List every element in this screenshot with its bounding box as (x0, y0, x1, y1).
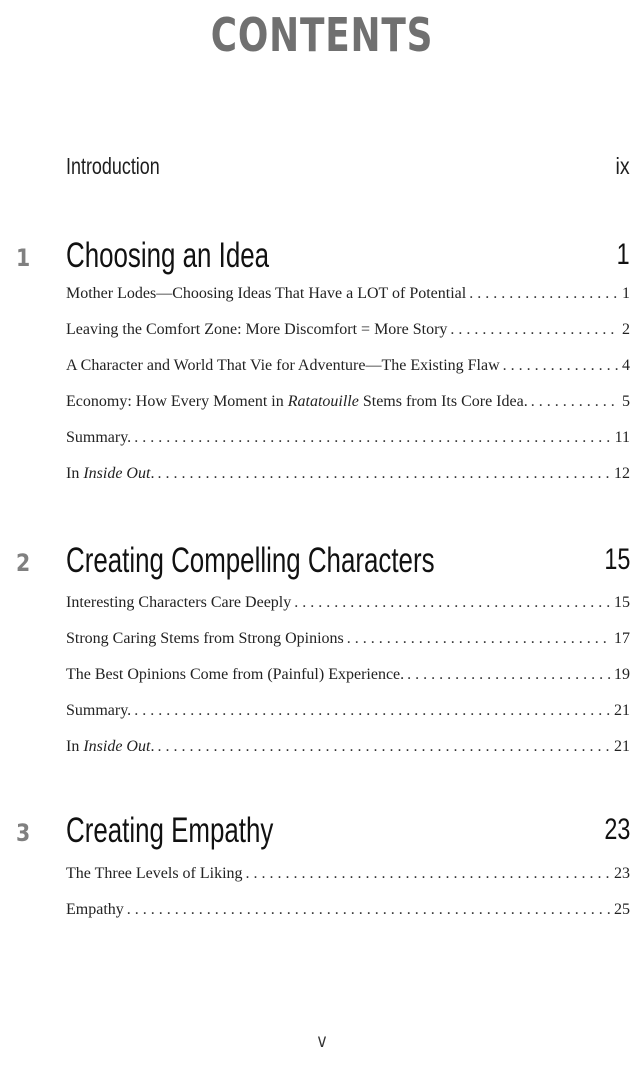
dot-leader (127, 901, 611, 919)
chapter-page-number: 15 (603, 543, 630, 576)
chapter-title: Choosing an Idea (66, 236, 270, 275)
page-number-folio: v (317, 1030, 327, 1052)
entry-page-number: 25 (614, 901, 630, 918)
toc-entry (66, 666, 630, 702)
entry-page-number: 15 (614, 594, 630, 611)
dot-leader (503, 357, 619, 375)
chapter-number: 3 (16, 819, 31, 847)
entry-page-number: 5 (622, 393, 630, 410)
chapter-title: Creating Compelling Characters (66, 541, 435, 580)
entry-title: Summary. (66, 702, 132, 719)
chapter-page-number: 1 (616, 238, 630, 271)
chapter-number: 1 (16, 244, 31, 272)
toc-entry (66, 901, 630, 937)
dot-leader (450, 321, 619, 339)
chapter-page-number: 23 (603, 813, 630, 846)
entry-title: The Three Levels of Liking (66, 865, 243, 882)
entry-title: Mother Lodes—Choosing Ideas That Have a LOT of Potential (66, 285, 467, 302)
entry-page-number: 1 (622, 285, 630, 302)
chapter-number: 2 (16, 549, 31, 577)
entry-page-number: 17 (614, 630, 630, 647)
dot-leader (469, 285, 619, 303)
toc-entry (66, 393, 630, 429)
dot-leader (294, 594, 611, 612)
entry-title: Empathy (66, 901, 124, 918)
entry-page-number: 12 (614, 465, 630, 482)
entry-title: Summary. (66, 429, 132, 446)
entry-page-number: 21 (614, 738, 630, 755)
entry-title: In Inside Out. (66, 465, 155, 482)
dot-leader (134, 429, 611, 447)
dot-leader (134, 702, 611, 720)
dot-leader (531, 393, 619, 411)
toc-entry (66, 357, 630, 393)
entry-page-number: 23 (614, 865, 630, 882)
dot-leader (407, 666, 611, 684)
toc-entry (66, 285, 630, 321)
entry-title: Strong Caring Stems from Strong Opinions (66, 630, 344, 647)
toc-entry (66, 465, 630, 501)
entry-page-number: 4 (622, 357, 630, 374)
dot-leader (157, 738, 611, 756)
toc-entry (66, 865, 630, 901)
introduction-title: Introduction (66, 153, 160, 179)
toc-entry (66, 630, 630, 666)
toc-entry (66, 738, 630, 774)
toc-entry (66, 594, 630, 630)
toc-entry (66, 321, 630, 357)
entry-title: Leaving the Comfort Zone: More Discomfort = More Story (66, 321, 448, 338)
entry-page-number: 19 (614, 666, 630, 683)
dot-leader (347, 630, 611, 648)
dot-leader (157, 465, 611, 483)
entry-title: Interesting Characters Care Deeply (66, 594, 292, 611)
entry-title: In Inside Out. (66, 738, 155, 755)
entry-title: The Best Opinions Come from (Painful) Experience. (66, 666, 405, 683)
page-title: CONTENTS (210, 8, 434, 62)
introduction-page-number: ix (615, 153, 630, 179)
chapter-title: Creating Empathy (66, 811, 274, 850)
entry-title: A Character and World That Vie for Adventure—The Existing Flaw (66, 357, 500, 374)
entry-page-number: 21 (614, 702, 630, 719)
chapter-entries (66, 594, 630, 774)
dot-leader (246, 865, 611, 883)
chapter-entries (66, 285, 630, 501)
toc-entry (66, 702, 630, 738)
entry-title: Economy: How Every Moment in Ratatouille Stems from Its Core Idea. (66, 393, 528, 410)
entry-page-number: 2 (622, 321, 630, 338)
chapter-entries (66, 865, 630, 937)
toc-entry (66, 429, 630, 465)
entry-page-number: 11 (614, 429, 630, 446)
